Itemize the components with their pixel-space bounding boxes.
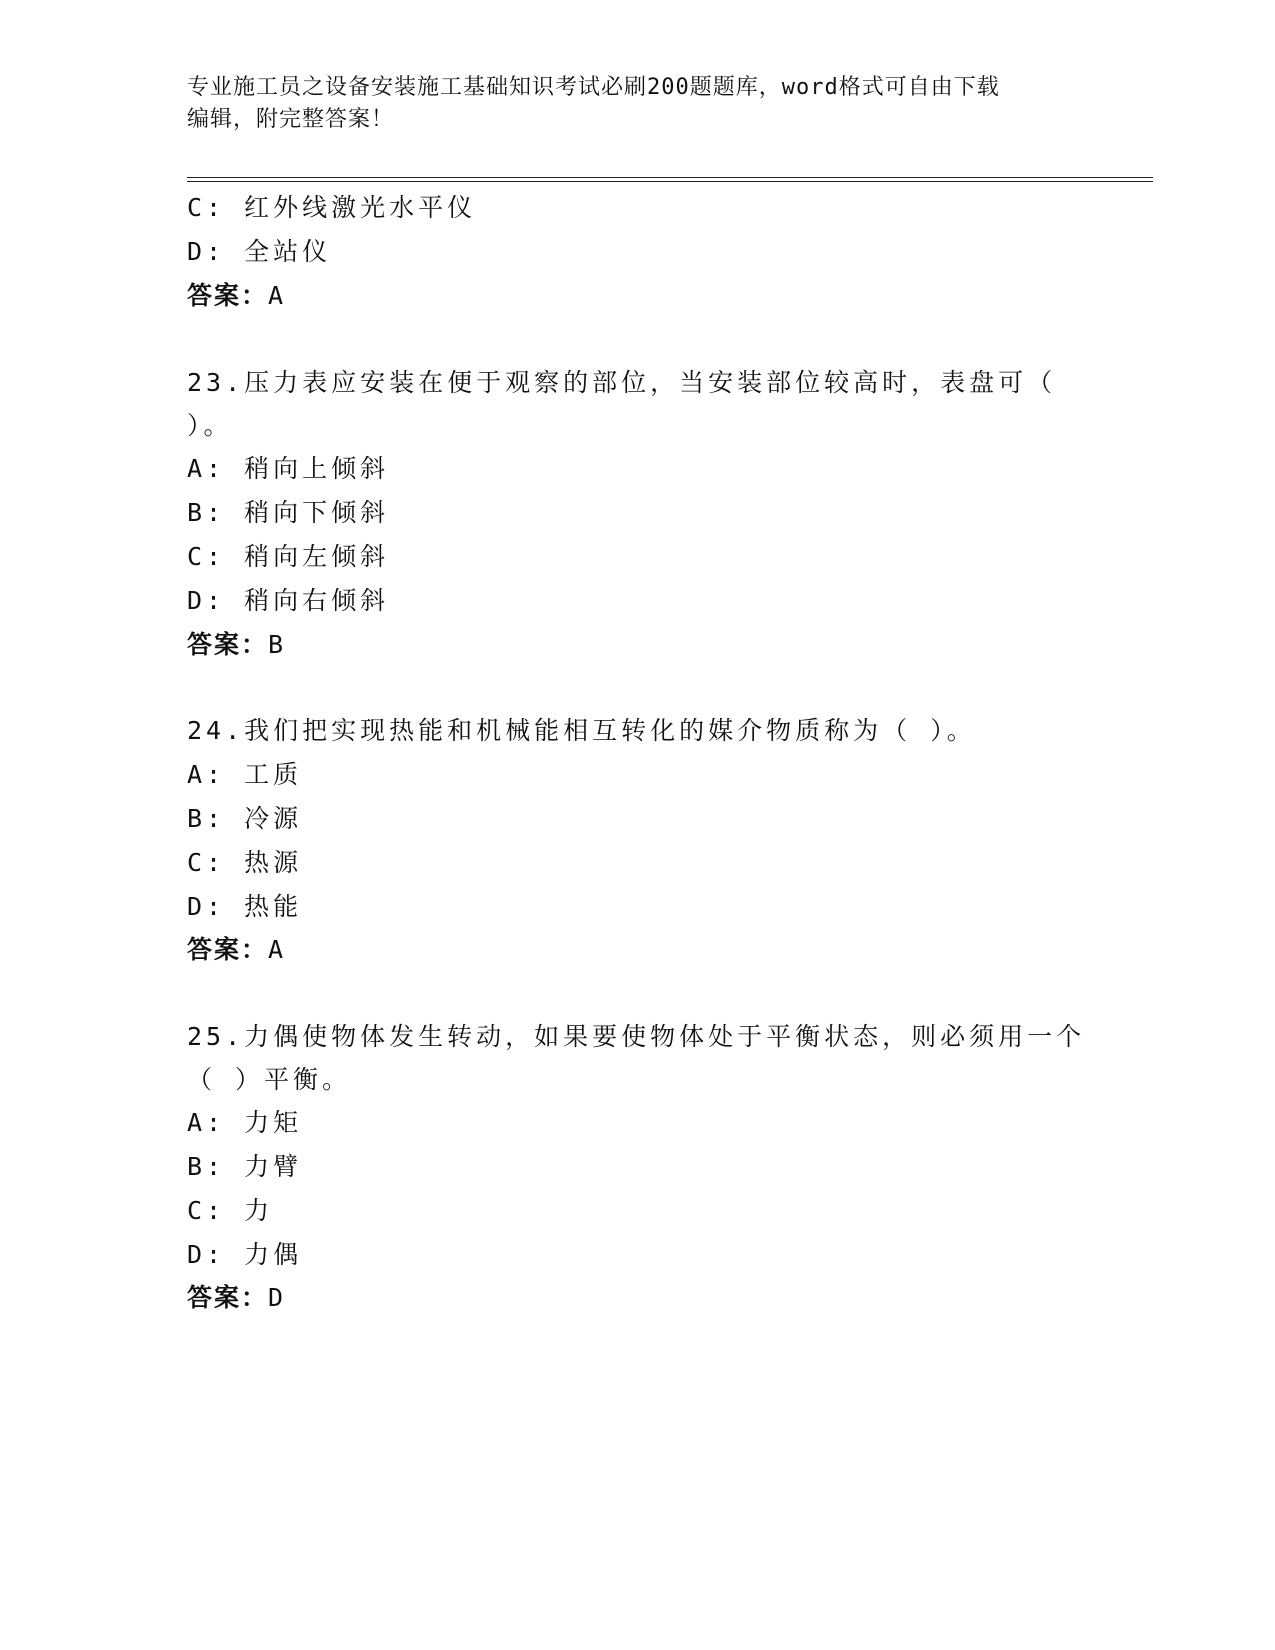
option-label: A:	[187, 760, 226, 789]
option-c	[187, 848, 302, 878]
option-text: 热源	[244, 848, 303, 877]
option-d	[187, 892, 302, 922]
option-label: D:	[187, 892, 226, 921]
option-label: A:	[187, 454, 226, 483]
option-b	[187, 498, 389, 528]
document-header	[187, 72, 1067, 136]
answer-label: 答案：	[187, 1283, 269, 1312]
answer-label: 答案：	[187, 935, 269, 964]
option-label: D:	[187, 1240, 226, 1269]
option-label: D:	[187, 237, 226, 266]
option-text: 热能	[244, 892, 303, 921]
answer-line	[187, 935, 285, 965]
option-text: 力臂	[244, 1152, 303, 1181]
option-text: 稍向右倾斜	[244, 586, 390, 615]
answer-label: 答案：	[187, 281, 269, 310]
option-text: 力偶	[244, 1240, 303, 1269]
question-stem: 23.压力表应安装在便于观察的部位，当安装部位较高时，表盘可（	[187, 368, 1057, 397]
option-d	[187, 586, 389, 616]
answer-value: A	[268, 281, 286, 310]
option-b	[187, 804, 302, 834]
option-text: 红外线激光水平仪	[244, 193, 477, 222]
answer-line	[187, 630, 285, 660]
question-stem-continued: ）。	[187, 411, 233, 440]
option-d	[187, 1240, 302, 1270]
option-label: C:	[187, 542, 226, 571]
option-text: 全站仪	[244, 237, 332, 266]
question-stem: 25.力偶使物体发生转动，如果要使物体处于平衡状态，则必须用一个	[187, 1022, 1086, 1051]
option-a	[187, 760, 302, 790]
option-label: B:	[187, 804, 226, 833]
option-c	[187, 1196, 273, 1226]
answer-label: 答案：	[187, 630, 269, 659]
answer-line	[187, 281, 285, 311]
option-label: C:	[187, 848, 226, 877]
question-stem-continued: （ ）平衡。	[187, 1065, 352, 1094]
option-label: A:	[187, 1108, 226, 1137]
option-text: 力矩	[244, 1108, 303, 1137]
option-label: D:	[187, 586, 226, 615]
option-label: B:	[187, 1152, 226, 1181]
header-divider-top	[187, 177, 1153, 178]
header-title-line-1: 专业施工员之设备安装施工基础知识考试必刷200题题库，word格式可自由下载	[187, 75, 1000, 100]
option-label: B:	[187, 498, 226, 527]
answer-value: B	[268, 630, 286, 659]
question-stem: 24.我们把实现热能和机械能相互转化的媒介物质称为（ ）。	[187, 716, 976, 745]
option-c	[187, 193, 476, 223]
option-label: C:	[187, 193, 226, 222]
option-text: 稍向左倾斜	[244, 542, 390, 571]
option-d	[187, 237, 331, 267]
answer-value: D	[268, 1283, 286, 1312]
answer-line	[187, 1283, 285, 1313]
answer-value: A	[268, 935, 286, 964]
option-label: C:	[187, 1196, 226, 1225]
option-c	[187, 542, 389, 572]
option-text: 稍向上倾斜	[244, 454, 390, 483]
option-text: 力	[244, 1196, 274, 1225]
option-b	[187, 1152, 302, 1182]
option-text: 工质	[244, 760, 303, 789]
header-title-line-2: 编辑，附完整答案！	[187, 107, 395, 132]
option-text: 稍向下倾斜	[244, 498, 390, 527]
option-text: 冷源	[244, 804, 303, 833]
header-divider-bottom	[187, 181, 1153, 182]
option-a	[187, 454, 389, 484]
option-a	[187, 1108, 302, 1138]
